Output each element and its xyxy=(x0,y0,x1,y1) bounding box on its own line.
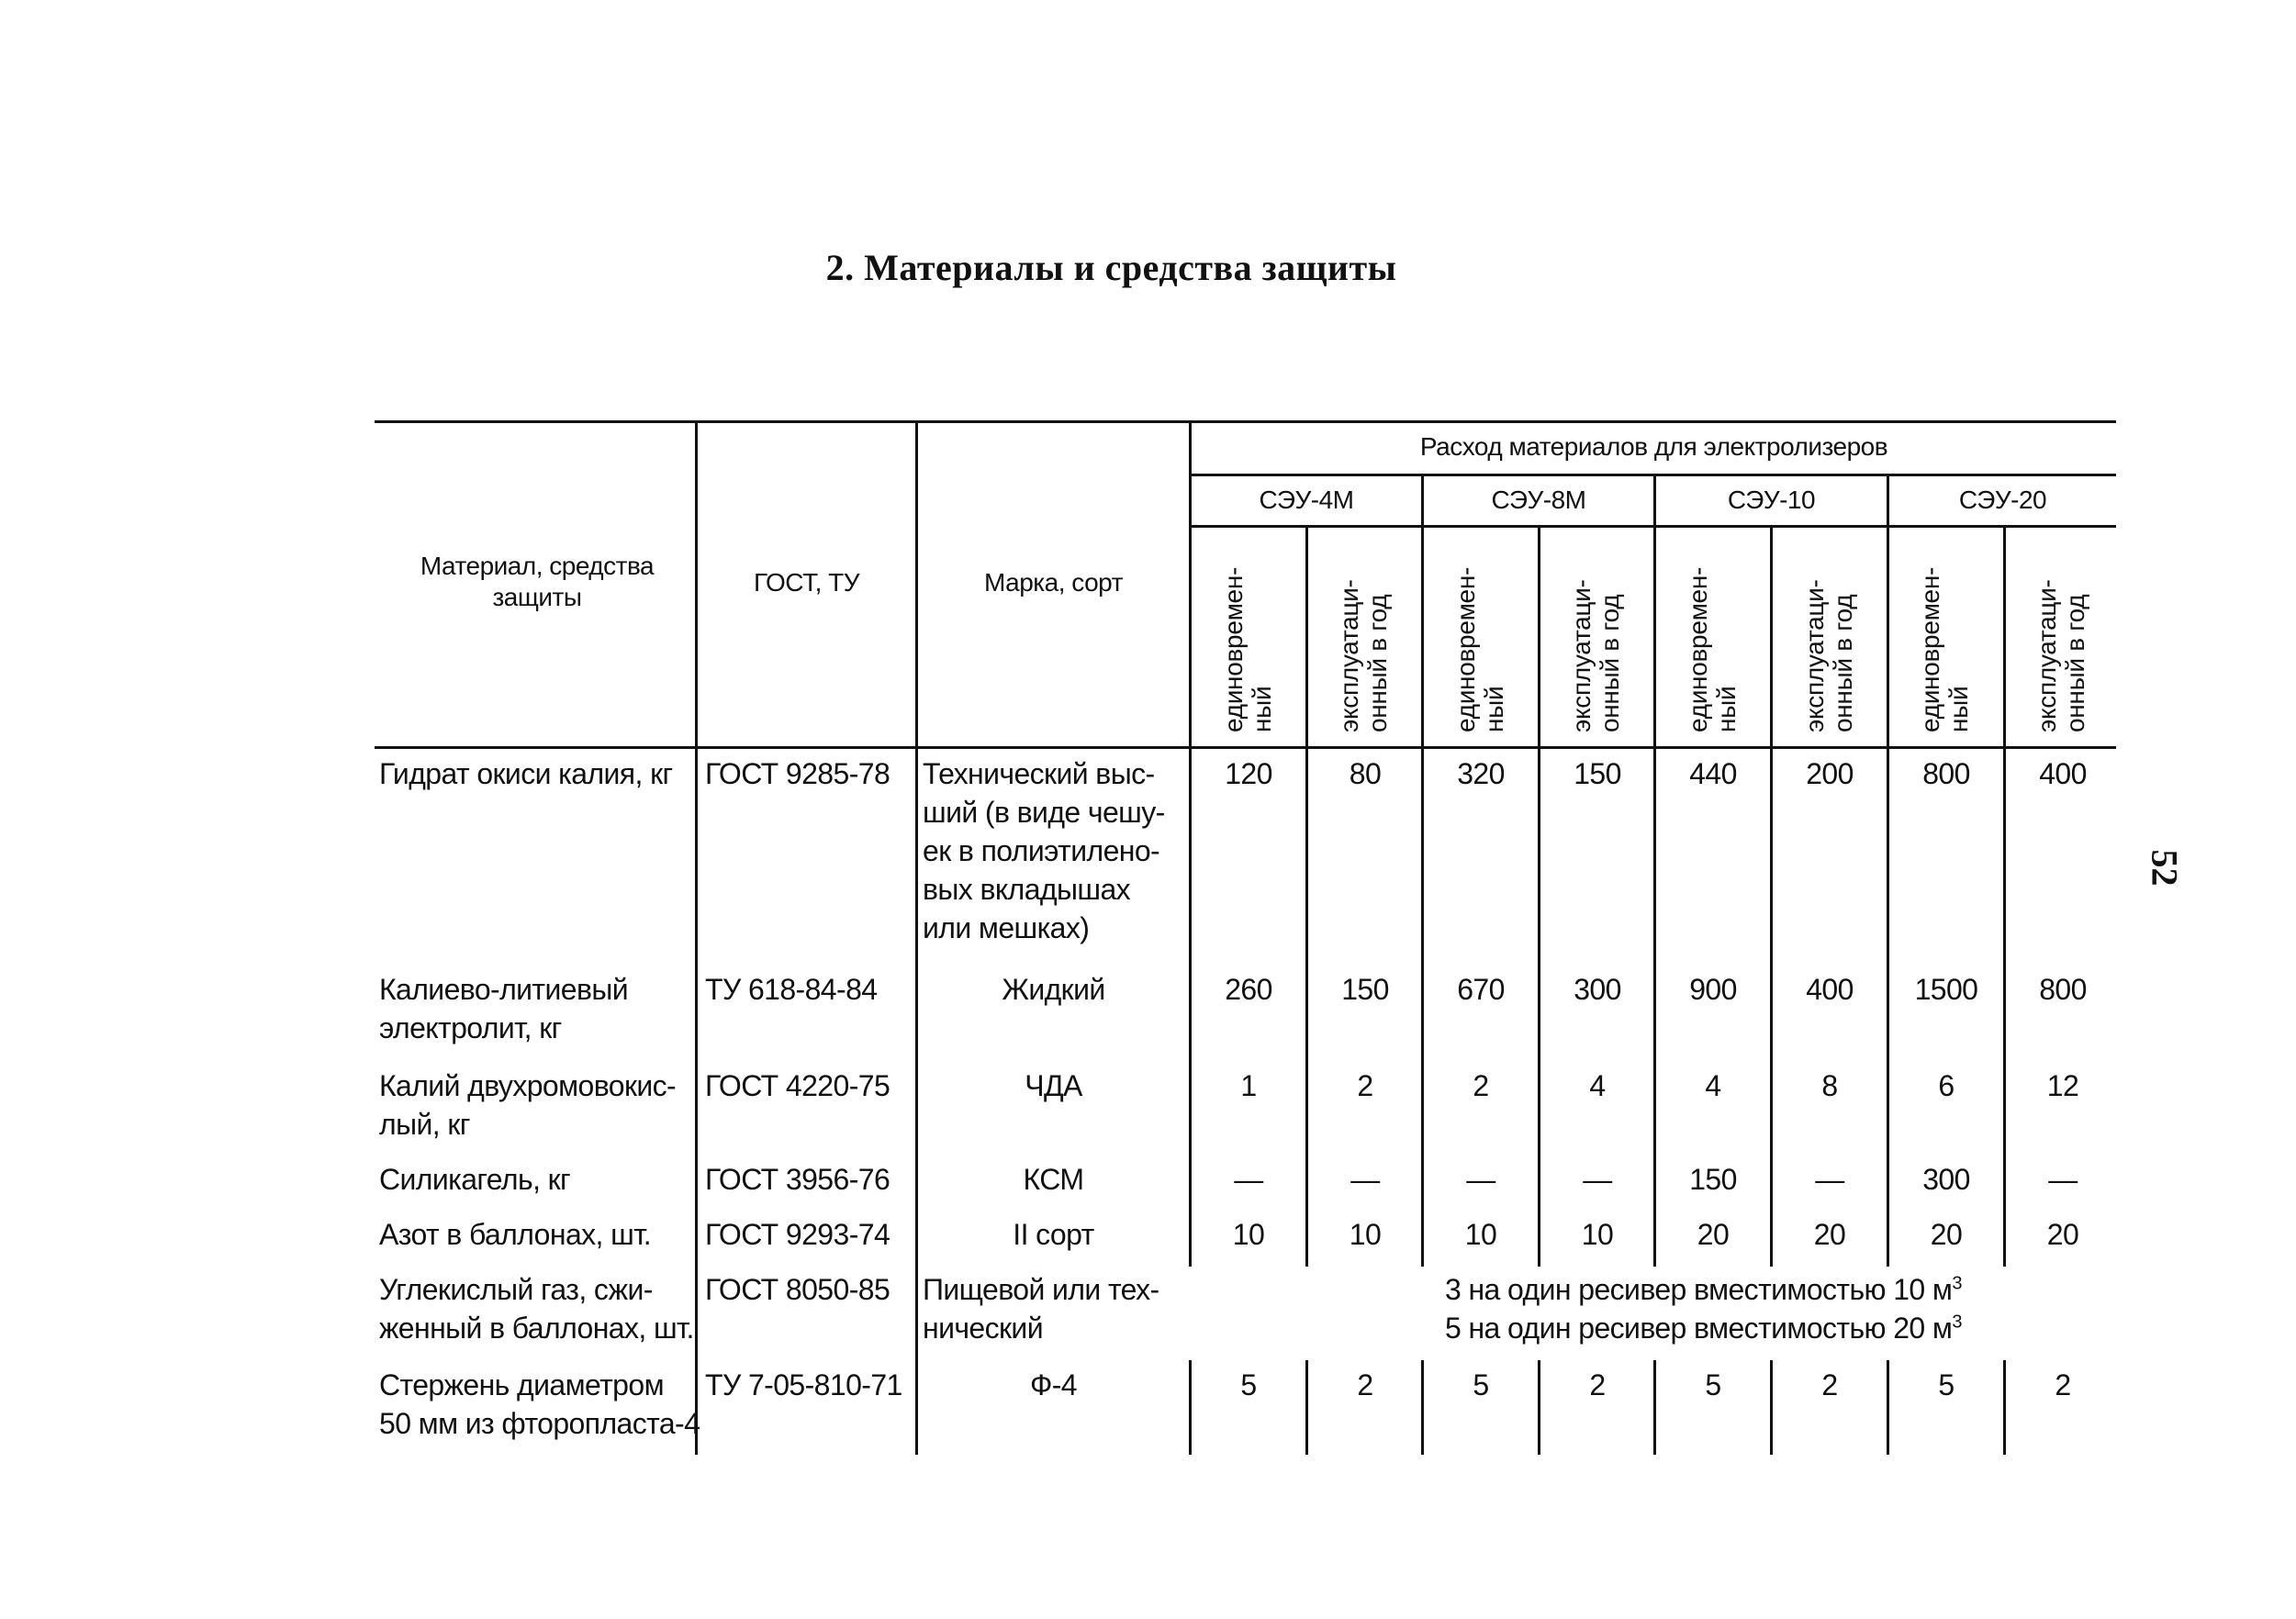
subheader-onetime: единовремен- ный xyxy=(1219,567,1276,732)
header-material: Материал, средства защиты xyxy=(420,552,655,611)
column-divider xyxy=(1770,525,1773,1267)
cell-grade: II сорт xyxy=(1013,1218,1094,1251)
subheader-annual: эксплуатаци- онный в год xyxy=(1800,579,1857,732)
cell-value: 4 xyxy=(1705,1069,1721,1102)
column-divider xyxy=(1421,474,1424,1267)
cell-material: Калий двухромовокис- лый, кг xyxy=(379,1069,677,1141)
cell-grade: Технический выс- ший (в виде чешу- ек в полиэтилено- вых вкладышах или мешках) xyxy=(923,757,1165,944)
consumption-rule xyxy=(1189,474,2116,476)
cell-value: 320 xyxy=(1457,757,1505,790)
table-top-rule xyxy=(375,420,2116,423)
subheader-annual: эксплуатаци- онный в год xyxy=(1567,579,1624,732)
header-unit-seu-8m: СЭУ-8М xyxy=(1491,486,1586,514)
cell-grade: ЧДА xyxy=(1025,1069,1082,1102)
cell-value: 670 xyxy=(1457,973,1505,1006)
cell-gost: ГОСТ 8050-85 xyxy=(705,1273,890,1306)
page-title: 2. Материалы и средства защиты xyxy=(825,247,1397,288)
header-bottom-rule xyxy=(375,746,2116,749)
cell-value: 900 xyxy=(1689,973,1737,1006)
cell-value: 400 xyxy=(1806,973,1854,1006)
cell-value: 2 xyxy=(1357,1368,1373,1401)
cell-value: 120 xyxy=(1225,757,1272,790)
cell-value: 6 xyxy=(1938,1069,1954,1102)
cell-value: 5 xyxy=(1705,1368,1721,1401)
cell-gost: ГОСТ 9285-78 xyxy=(705,757,890,790)
cell-value: — xyxy=(2048,1163,2078,1196)
cell-gost: ГОСТ 3956-76 xyxy=(705,1163,890,1196)
units-rule xyxy=(1189,525,2116,528)
cell-value: — xyxy=(1234,1163,1263,1196)
cell-material: Гидрат окиси калия, кг xyxy=(379,757,673,790)
cell-material: Стержень диаметром 50 мм из фторопласта-4 xyxy=(379,1368,700,1440)
header-unit-seu-20: СЭУ-20 xyxy=(1958,486,2047,514)
cell-value: 200 xyxy=(1806,757,1854,790)
cell-value: 10 xyxy=(1581,1218,1614,1251)
cell-gost: ТУ 618-84-84 xyxy=(705,973,878,1006)
cell-value: 12 xyxy=(2046,1069,2079,1102)
cell-value: 2 xyxy=(1589,1368,1606,1401)
cell-value: 800 xyxy=(2039,973,2087,1006)
cell-value: 8 xyxy=(1821,1069,1838,1102)
cell-grade: Пищевой или тех- нический xyxy=(923,1273,1159,1345)
subheader-annual: эксплуатаци- онный в год xyxy=(2033,579,2089,732)
cell-material: Азот в баллонах, шт. xyxy=(379,1218,652,1251)
cell-value: 20 xyxy=(1813,1218,1846,1251)
cell-gost: ГОСТ 4220-75 xyxy=(705,1069,890,1102)
cell-grade: КСМ xyxy=(1023,1163,1084,1196)
cell-material: Углекислый газ, сжи- женный в баллонах, шт. xyxy=(379,1273,694,1345)
cell-note: 3 на один ресивер вместимостью 10 $м^3$ xyxy=(1445,1273,1962,1306)
cell-value: 440 xyxy=(1689,757,1737,790)
column-divider xyxy=(1189,420,1192,1267)
cell-value: 5 xyxy=(1240,1368,1257,1401)
cell-value: 800 xyxy=(1922,757,1970,790)
column-divider xyxy=(2003,525,2006,1267)
cell-material: Силикагель, кг xyxy=(379,1163,571,1196)
cell-value: 5 xyxy=(1473,1368,1489,1401)
cell-value: 2 xyxy=(1357,1069,1373,1102)
cell-value: 20 xyxy=(2046,1218,2079,1251)
cell-value: 300 xyxy=(1574,973,1621,1006)
cell-value: 4 xyxy=(1589,1069,1606,1102)
cell-gost: ТУ 7-05-810-71 xyxy=(705,1368,902,1401)
cell-gost: ГОСТ 9293-74 xyxy=(705,1218,890,1251)
header-unit-seu-4m: СЭУ-4М xyxy=(1259,486,1354,514)
cell-value: 20 xyxy=(1930,1218,1963,1251)
cell-value: 10 xyxy=(1464,1218,1497,1251)
cell-value: 150 xyxy=(1341,973,1389,1006)
cell-material: Калиево-литиевый электролит, кг xyxy=(379,973,629,1044)
cell-value: 1 xyxy=(1240,1069,1257,1102)
header-grade: Марка, сорт xyxy=(984,568,1123,597)
cell-value: 260 xyxy=(1225,973,1272,1006)
header-gost: ГОСТ, ТУ xyxy=(753,568,860,597)
cell-value: 10 xyxy=(1349,1218,1382,1251)
cell-value: 300 xyxy=(1922,1163,1970,1196)
cell-value: — xyxy=(1815,1163,1844,1196)
cell-value: 150 xyxy=(1574,757,1621,790)
cell-value: — xyxy=(1583,1163,1612,1196)
cell-value: 2 xyxy=(2055,1368,2071,1401)
header-consumption: Расход материалов для электролизеров xyxy=(1419,432,1888,461)
cell-note: 5 на один ресивер вместимостью 20 $м^3$ xyxy=(1445,1312,1962,1345)
subheader-onetime: единовремен- ный xyxy=(1451,567,1508,732)
cell-value: 5 xyxy=(1938,1368,1954,1401)
cell-value: 10 xyxy=(1232,1218,1265,1251)
cell-value: 400 xyxy=(2039,757,2087,790)
cell-value: 20 xyxy=(1697,1218,1730,1251)
page-number: 52 xyxy=(2144,849,2186,887)
subheader-annual: эксплуатаци- онный в год xyxy=(1335,579,1392,732)
cell-value: 2 xyxy=(1473,1069,1489,1102)
subheader-onetime: единовремен- ный xyxy=(1684,567,1741,732)
cell-value: 150 xyxy=(1689,1163,1737,1196)
header-unit-seu-10: СЭУ-10 xyxy=(1727,486,1816,514)
column-divider xyxy=(1887,474,1889,1267)
column-divider xyxy=(1653,474,1656,1267)
column-divider xyxy=(1538,525,1540,1267)
cell-grade: Жидкий xyxy=(1002,973,1105,1006)
column-divider xyxy=(1305,525,1308,1267)
cell-value: 80 xyxy=(1349,757,1382,790)
cell-value: — xyxy=(1350,1163,1380,1196)
cell-grade: Ф-4 xyxy=(1030,1368,1077,1401)
cell-value: 2 xyxy=(1821,1368,1838,1401)
subheader-onetime: единовремен- ный xyxy=(1916,567,1973,732)
cell-value: — xyxy=(1466,1163,1495,1196)
cell-value: 1500 xyxy=(1914,973,1978,1006)
